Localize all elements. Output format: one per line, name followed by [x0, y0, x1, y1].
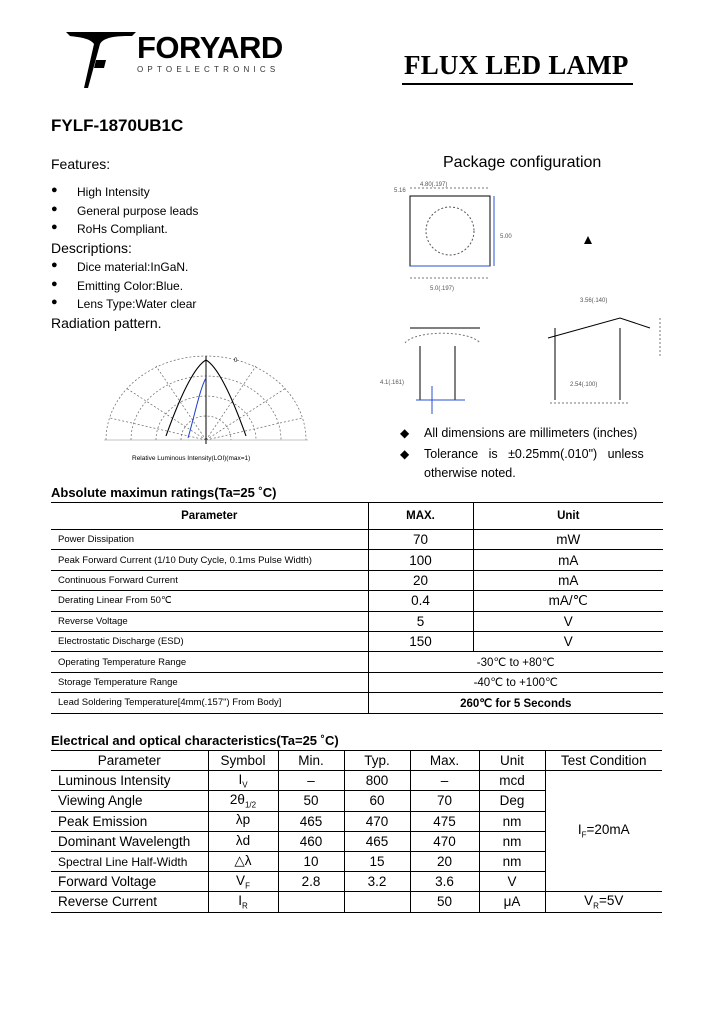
electro-optical-table	[51, 750, 662, 913]
svg-text:2.54(.100): 2.54(.100)	[570, 382, 598, 388]
radiation-caption: Relative Luminous Intensity(LOI)(max=1)	[132, 455, 251, 462]
min-cell: 2.8	[278, 872, 344, 892]
symbol-cell: $2\theta_{1/2}$	[208, 791, 278, 811]
table-row	[51, 892, 662, 912]
table-header-row	[51, 503, 663, 530]
table-row	[51, 570, 663, 590]
param-cell: Peak Emission	[51, 811, 208, 831]
brand-name: FORYARD	[137, 30, 283, 65]
symbol-cell: λd	[208, 831, 278, 851]
package-drawing	[370, 178, 670, 418]
symbol-cell: $I_V$	[208, 771, 278, 791]
feature-item: ● High Intensity	[77, 185, 150, 199]
table-header-row	[51, 751, 662, 771]
min-cell: 465	[278, 811, 344, 831]
max-cell: 5	[368, 611, 473, 631]
param-cell: Spectral Line Half-Width	[51, 851, 208, 871]
param-cell: Operating Temperature Range	[51, 652, 368, 672]
table-row	[51, 611, 663, 631]
svg-text:5.00: 5.00	[500, 234, 512, 240]
param-cell: Power Dissipation	[51, 530, 368, 550]
unit-cell: mA	[473, 550, 663, 570]
range-cell: 260℃ for 5 Seconds	[368, 693, 663, 713]
radiation-heading: Radiation pattern.	[51, 315, 162, 331]
param-cell: Storage Temperature Range	[51, 672, 368, 692]
param-cell: Dominant Wavelength	[51, 831, 208, 851]
param-cell: Reverse Current	[51, 892, 208, 912]
table-row	[51, 550, 663, 570]
max-cell: 70	[368, 530, 473, 550]
typ-cell: 3.2	[344, 872, 410, 892]
table-row	[51, 631, 663, 651]
unit-cell: mcd	[479, 771, 545, 791]
param-cell: Peak Forward Current (1/10 Duty Cycle, 0.1ms Pulse Width)	[51, 550, 368, 570]
column-header: Min.	[278, 751, 344, 771]
table-row	[51, 771, 662, 791]
column-header: Typ.	[344, 751, 410, 771]
column-header: Parameter	[51, 751, 208, 771]
package-note	[400, 426, 638, 440]
column-header: Max.	[410, 751, 479, 771]
max-cell: 150	[368, 631, 473, 651]
description-item: ● Lens Type:Water clear	[77, 297, 196, 311]
max-cell: 20	[410, 851, 479, 871]
min-cell: 10	[278, 851, 344, 871]
table-row	[51, 652, 663, 672]
unit-cell: V	[479, 872, 545, 892]
document-title: FLUX LED LAMP	[404, 50, 629, 80]
param-cell: Electrostatic Discharge (ESD)	[51, 631, 368, 651]
symbol-cell: λp	[208, 811, 278, 831]
feature-item: ● General purpose leads	[77, 204, 198, 218]
typ-cell: 800	[344, 771, 410, 791]
feature-item: ● RoHs Compliant.	[77, 222, 168, 236]
unit-cell: V	[473, 631, 663, 651]
max-cell: –	[410, 771, 479, 791]
unit-cell: mA	[473, 570, 663, 590]
max-cell: 50	[410, 892, 479, 912]
max-cell: 0.4	[368, 591, 473, 611]
diamond-bullet-icon: ◆	[400, 447, 410, 461]
title-underline	[402, 83, 633, 85]
symbol-cell: $V_F$	[208, 872, 278, 892]
typ-cell: 465	[344, 831, 410, 851]
unit-cell: nm	[479, 851, 545, 871]
description-item: ● Dice material:InGaN.	[77, 260, 188, 274]
part-number: FYLF-1870UB1C	[51, 116, 184, 135]
max-cell: 470	[410, 831, 479, 851]
condition-cell: $V_R=5V$	[545, 892, 662, 912]
param-cell: Lead Soldering Temperature[4mm(.157") From Body]	[51, 693, 368, 713]
param-cell: Derating Linear From 50℃	[51, 591, 368, 611]
max-cell: 475	[410, 811, 479, 831]
svg-text:4.1(.161): 4.1(.161)	[380, 380, 405, 386]
param-cell: Luminous Intensity	[51, 771, 208, 791]
svg-text:5.16: 5.16	[394, 188, 406, 194]
descriptions-heading: Descriptions:	[51, 240, 132, 256]
package-note-text: Tolerance is ±0.25mm(.010") unless otherwise noted.	[424, 447, 648, 480]
description-item: ● Emitting Color:Blue.	[77, 279, 183, 293]
typ-cell: 470	[344, 811, 410, 831]
radiation-pattern-diagram	[96, 348, 316, 450]
foryard-logo-icon	[66, 30, 138, 90]
unit-cell: Deg	[479, 791, 545, 811]
param-cell: Viewing Angle	[51, 791, 208, 811]
package-note-text: All dimensions are millimeters (inches)	[424, 426, 638, 440]
param-cell: Continuous Forward Current	[51, 570, 368, 590]
min-cell: 50	[278, 791, 344, 811]
svg-text:0: 0	[234, 358, 238, 364]
column-header: MAX.	[368, 503, 473, 530]
table-row	[51, 672, 663, 692]
abs-max-table	[51, 502, 663, 714]
table-row	[51, 693, 663, 713]
brand-subtitle: OPTOELECTRONICS	[137, 65, 280, 74]
param-cell: Forward Voltage	[51, 872, 208, 892]
package-note	[400, 445, 654, 483]
max-cell: 3.6	[410, 872, 479, 892]
abs-max-title: Absolute maximun ratings(Ta=25 ˚C)	[51, 485, 277, 500]
typ-cell	[344, 892, 410, 912]
svg-text:5.0(.197): 5.0(.197)	[430, 286, 455, 292]
table-row	[51, 530, 663, 550]
max-cell: 100	[368, 550, 473, 570]
param-cell: Reverse Voltage	[51, 611, 368, 631]
svg-text:4.80(.197): 4.80(.197)	[420, 182, 448, 188]
column-header: Unit	[473, 503, 663, 530]
table-row	[51, 591, 663, 611]
symbol-cell: $I_R$	[208, 892, 278, 912]
unit-cell: V	[473, 611, 663, 631]
column-header: Parameter	[51, 503, 368, 530]
typ-cell: 60	[344, 791, 410, 811]
svg-text:3.56(.140): 3.56(.140)	[580, 298, 608, 304]
column-header: Unit	[479, 751, 545, 771]
max-cell: 20	[368, 570, 473, 590]
electro-optical-title: Electrical and optical characteristics(Ta=25 ˚C)	[51, 733, 339, 748]
range-cell: -30℃ to +80℃	[368, 652, 663, 672]
range-cell: -40℃ to +100℃	[368, 672, 663, 692]
features-heading: Features:	[51, 156, 111, 172]
min-cell	[278, 892, 344, 912]
min-cell: 460	[278, 831, 344, 851]
diamond-bullet-icon: ◆	[400, 426, 410, 440]
unit-cell: mW	[473, 530, 663, 550]
package-heading: Package configuration	[443, 154, 602, 171]
condition-cell: $I_F=20mA$	[545, 771, 662, 892]
min-cell: –	[278, 771, 344, 791]
unit-cell: nm	[479, 811, 545, 831]
typ-cell: 15	[344, 851, 410, 871]
unit-cell: nm	[479, 831, 545, 851]
unit-cell: mA/℃	[473, 591, 663, 611]
column-header: Test Condition	[545, 751, 662, 771]
column-header: Symbol	[208, 751, 278, 771]
unit-cell: μA	[479, 892, 545, 912]
symbol-cell: △λ	[208, 851, 278, 871]
max-cell: 70	[410, 791, 479, 811]
